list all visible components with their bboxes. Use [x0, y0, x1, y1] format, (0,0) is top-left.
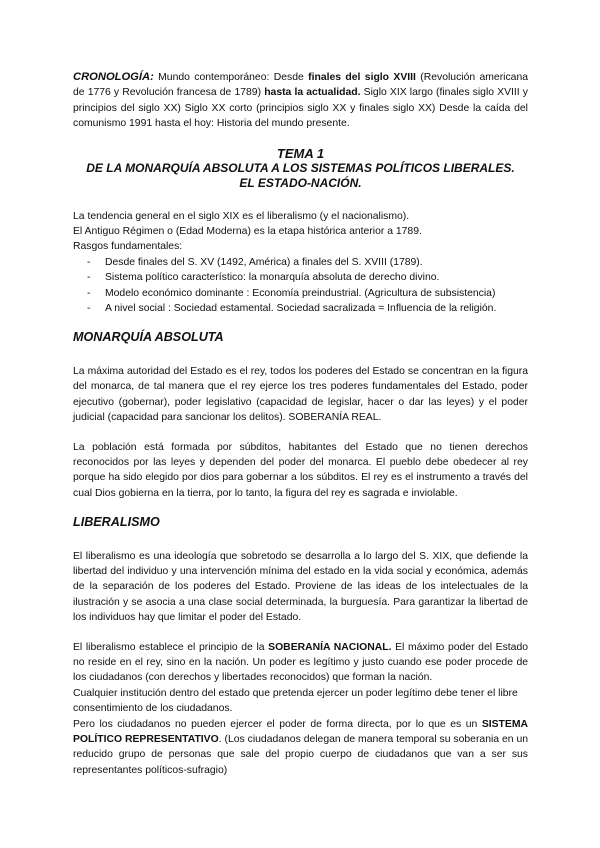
soberania-text-c: El máximo poder del Estado no reside en el rey, sino en la nación. Un poder es legítimo y justo cuando ese poder procede de los ciudadanos (con derechos y libertades reconocidos) que forman la nación.	[73, 641, 528, 684]
intro-line-1: La tendencia general en el siglo XIX es el liberalismo (y el nacionalismo).	[73, 210, 410, 222]
list-item	[87, 301, 528, 316]
chronology-paragraph	[73, 70, 528, 132]
document-page	[73, 70, 528, 778]
chronology-bold-1: finales del siglo XVIII	[308, 72, 416, 83]
intro-line-3: Rasgos fundamentales:	[73, 241, 183, 253]
monarquia-paragraph-2: La población está formada por súbditos, habitantes del Estado que no tienen derechos reconocidos por las leyes y dependen del poder del monarca. El pueblo debe obedecer al rey porque ha sido elegido por dios para gobernar a los súbditos. El rey es el instrumento a través del cual Dios gobierna en la tierra, por lo tanto, la figura del rey es sagrada e inviolable.	[73, 441, 528, 499]
liberalismo-paragraph-4	[73, 717, 528, 779]
liberalismo-paragraph-3: Cualquier institución dentro del estado que pretenda ejercer un poder legítimo debe tener el libre consentimiento de los ciudadanos.	[73, 687, 518, 715]
dash-icon: -	[87, 272, 91, 284]
tema-title-block	[73, 146, 528, 191]
list-item-text: Modelo económico dominante : Economía preindustrial. (Agricultura de subsistencia)	[105, 287, 496, 299]
list-item-text: Desde finales del S. XV (1492, América) a finales del S. XVIII (1789).	[105, 256, 423, 268]
list-item-text: Sistema político característico: la monarquía absoluta de derecho divino.	[105, 272, 440, 284]
soberania-nacional-bold: SOBERANÍA NACIONAL.	[268, 641, 392, 653]
chronology-label: CRONOLOGÍA:	[73, 71, 154, 83]
soberania-text-a: El liberalismo establece el principio de la	[73, 641, 269, 653]
chronology-text-2: (Revolución americana de 1776 y Revolución francesa de 1789)	[73, 72, 529, 99]
features-list	[87, 255, 528, 317]
liberalismo-paragraph-1: El liberalismo es una ideología que sobretodo se desarrolla a lo largo del S. XIX, que defiende la libertad del individuo y una intervención mínima del estado en la vida social y económica, además de la separación de los poderes del Estado. Proviene de las ideas de los intelectuales de la ilustración y se asocia a una clase social determinada, la burguesía. Para garantizar la libertad de los individuos hay que limitar el poder del Estado.	[73, 550, 528, 624]
intro-line-2: El Antiguo Régimen o (Edad Moderna) es la etapa histórica anterior a 1789.	[73, 226, 422, 238]
dash-icon: -	[87, 303, 91, 315]
list-item-text: A nivel social : Sociedad estamental. Sociedad sacralizada = Influencia de la religión.	[105, 303, 497, 315]
sistema-representativo-bold: SISTEMA POLÍTICO REPRESENTATIVO	[73, 718, 528, 745]
dash-icon: -	[87, 287, 91, 299]
tema-number: TEMA 1	[276, 145, 325, 161]
representativo-text-c: . (Los ciudadanos delegan de manera temporal su soberania en un reducido grupo de personas que sale del propio cuerpo de ciudadanos que van a ser sus representantes políticos-sufragio)	[73, 734, 528, 776]
monarquia-heading: MONARQUÍA ABSOLUTA	[73, 330, 224, 345]
dash-icon: -	[87, 256, 91, 268]
monarquia-paragraph-1: La máxima autoridad del Estado es el rey, todos los poderes del Estado se concentran en la figura del monarca, de tal manera que el rey ejerce los tres poderes fundamentales del Estado, poder ejecutivo (gobernar), poder legislativo (capacidad de legislar, hacer o dar las leyes) y el poder judicial (capacidad para sancionar los delitos). SOBERANÍA REAL.	[73, 365, 528, 424]
liberalismo-paragraph-2	[73, 640, 528, 686]
list-item	[87, 255, 528, 270]
chronology-text-3: Siglo XIX largo (finales siglo XVIII y principios del siglo XX) Siglo XX corto (principios siglo XX y finales siglo XX) Desde la caída del comunismo 1991 hasta el hoy: Historia del mundo presente.	[73, 87, 529, 130]
tema-title-line-2: EL ESTADO-NACIÓN.	[239, 175, 362, 190]
liberalismo-heading: LIBERALISMO	[73, 515, 160, 530]
chronology-bold-2: hasta la actualidad.	[264, 87, 361, 99]
list-item	[87, 286, 528, 301]
list-item	[87, 270, 528, 285]
tema-title-line-1: DE LA MONARQUÍA ABSOLUTA A LOS SISTEMAS POLÍTICOS LIBERALES.	[86, 160, 515, 175]
chronology-text-1: Mundo contemporáneo: Desde	[153, 72, 309, 83]
representativo-text-a: Pero los ciudadanos no pueden ejercer el poder de forma directa, por lo que es un	[73, 718, 482, 730]
